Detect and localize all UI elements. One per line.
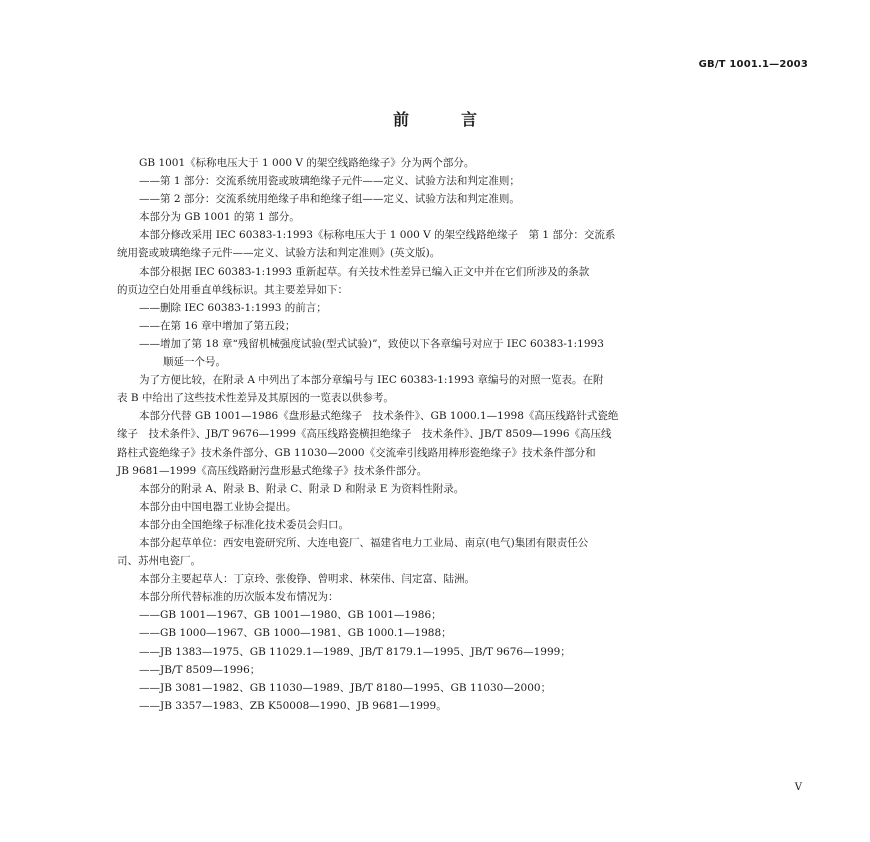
paragraph-line: 表 B 中给出了这些技术性差异及其原因的一览表以供参考。 [117,392,394,405]
paragraph-line: GB 1001《标称电压大于 1 000 V 的架空线路绝缘子》分为两个部分。 [139,157,475,169]
paragraph-line: 本部分根据 IEC 60383-1:1993 重新起草。有关技术性差异已编入正文中并在它们所涉及的条款 [139,265,590,278]
paragraph-line: 本部分为 GB 1001 的第 1 部分。 [139,211,300,224]
page-number: V [794,782,802,793]
paragraph-line: 为了方便比较，在附录 A 中列出了本部分章编号与 IEC 60383-1:1993 章编号的对照一览表。在附 [139,374,604,387]
paragraph-line: 司、苏州电瓷厂。 [117,555,201,568]
paragraph-line: 本部分修改采用 IEC 60383-1:1993《标称电压大于 1 000 V 的架空线路绝缘子 第 1 部分：交流系 [139,229,616,242]
paragraph-line: 缘子 技术条件》、JB/T 9676—1999《高压线路瓷横担绝缘子 技术条件》、JB/T 8509—1996《高压线 [117,428,612,441]
paragraph-line: ——JB/T 8509—1996； [139,663,261,676]
paragraph-line: 路柱式瓷绝缘子》技术条件部分、GB 11030—2000《交流牵引线路用棒形瓷绝缘子》技术条件部分和 [117,446,596,459]
paragraph-line: 统用瓷或玻璃绝缘子元件——定义、试验方法和判定准则》(英文版)。 [117,247,441,260]
foreword-body [117,154,817,715]
paragraph-line: 本部分所代替标准的历次版本发布情况为： [139,591,339,604]
paragraph-line: 的页边空白处用垂直单线标识。其主要差异如下： [117,283,348,296]
paragraph-line: ——在第 16 章中增加了第五段； [139,319,296,332]
paragraph-line: 本部分的附录 A、附录 B、附录 C、附录 D 和附录 E 为资料性附录。 [139,482,465,495]
paragraph-line: 本部分主要起草人：丁京玲、张俊铮、曾明求、林荣伟、闫定富、陆洲。 [139,573,475,586]
paragraph-line: ——删除 IEC 60383-1:1993 的前言； [139,301,327,314]
page-title: 前言 [392,110,529,129]
standard-number: GB/T 1001.1—2003 [698,59,808,70]
paragraph-line: ——第 1 部分：交流系统用瓷或玻璃绝缘子元件——定义、试验方法和判定准则； [139,175,520,188]
paragraph-line: ——JB 1383—1975、GB 11029.1—1989、JB/T 8179.1—1995、JB/T 9676—1999； [139,645,571,658]
paragraph-line: ——JB 3081—1982、GB 11030—1989、JB/T 8180—1995、GB 11030—2000； [139,681,552,694]
paragraph-line: ——GB 1001—1967、GB 1001—1980、GB 1001—1986； [139,609,442,622]
paragraph-line: JB 9681—1999《高压线路耐污盘形悬式绝缘子》技术条件部分。 [117,464,428,477]
paragraph-line: 本部分起草单位：西安电瓷研究所、大连电瓷厂、福建省电力工业局、南京(电气)集团有限责任公 [139,536,589,549]
paragraph-line: 顺延一个号。 [163,356,226,369]
paragraph-line: ——GB 1000—1967、GB 1000—1981、GB 1000.1—1988； [139,627,452,640]
paragraph-line: 本部分由中国电器工业协会提出。 [139,500,297,513]
paragraph-line: 本部分代替 GB 1001—1986《盘形悬式绝缘子 技术条件》、GB 1000.1—1998《高压线路针式瓷绝 [139,410,619,423]
paragraph-line: ——增加了第 18 章“残留机械强度试验(型式试验)”，致使以下各章编号对应于 IEC 60383-1:1993 [139,337,604,350]
paragraph-line: ——JB 3357—1983、ZB K50008—1990、JB 9681—1999。 [139,699,447,712]
paragraph-line: ——第 2 部分：交流系统用绝缘子串和绝缘子组——定义、试验方法和判定准则。 [139,193,520,206]
paragraph-line: 本部分由全国绝缘子标准化技术委员会归口。 [139,518,349,531]
